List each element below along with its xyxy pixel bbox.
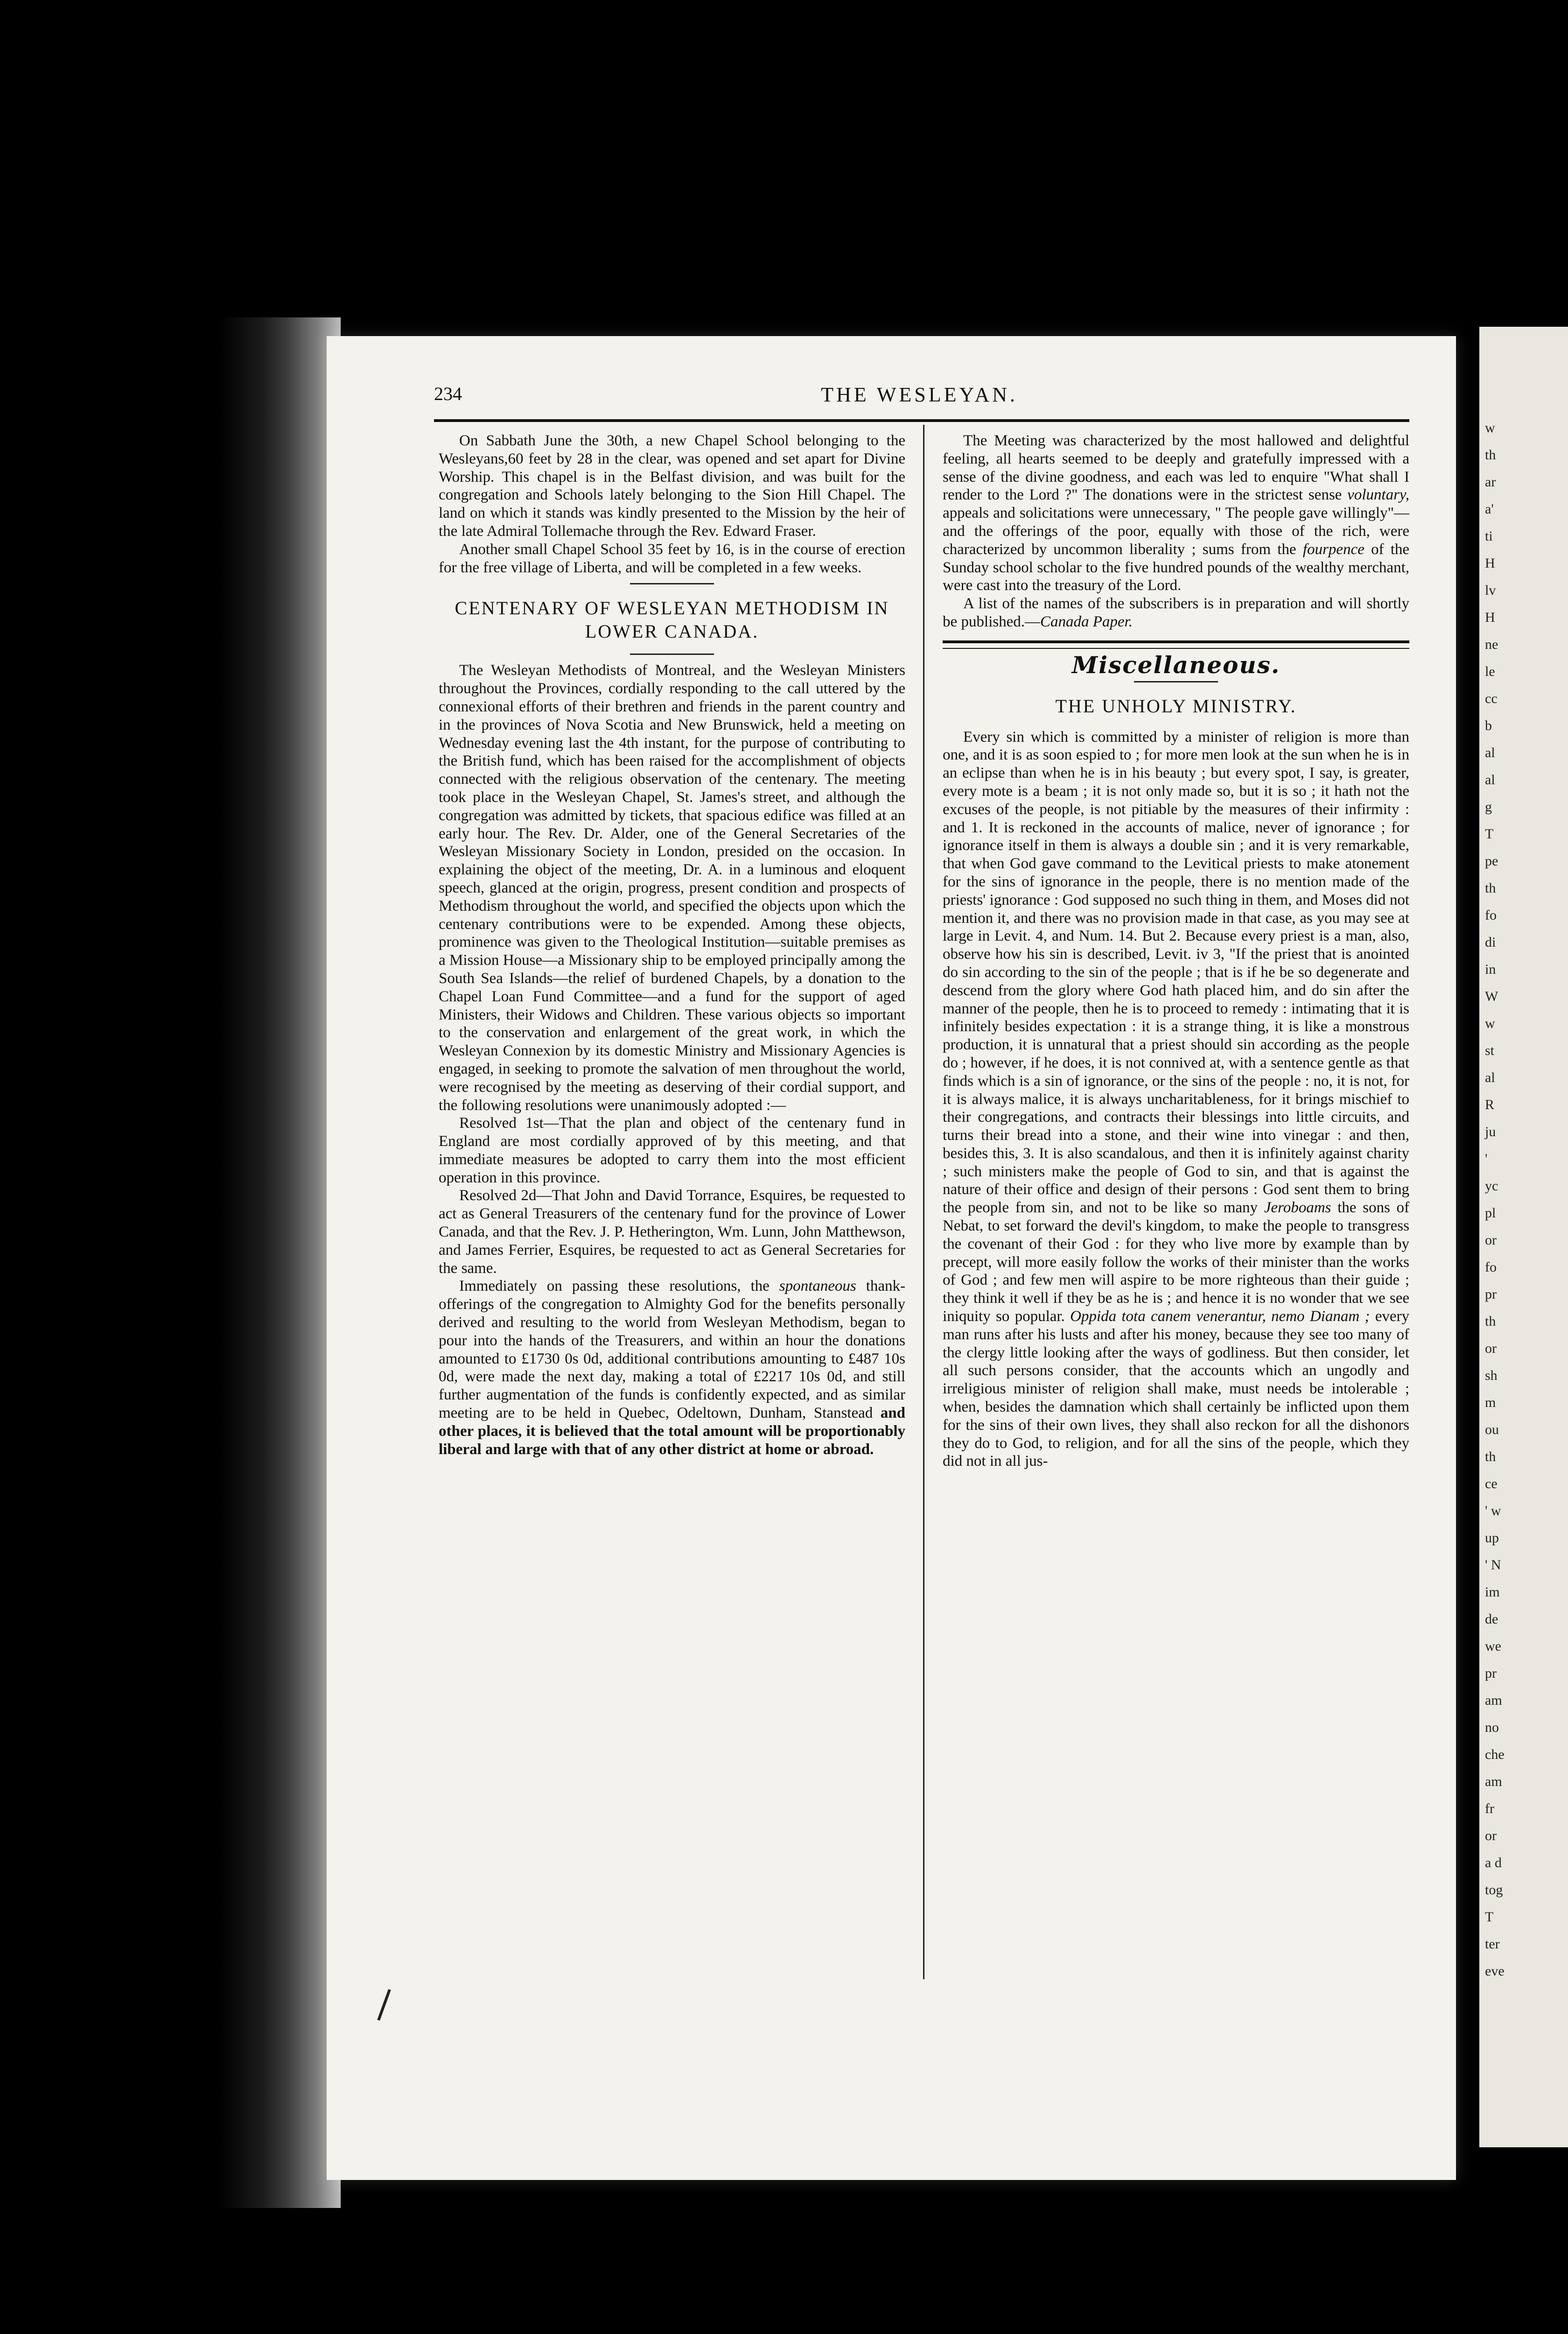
facing-page-fragment: T <box>1485 826 1494 842</box>
facing-page-fragment: or <box>1485 1828 1497 1843</box>
facing-page-fragment: ter <box>1485 1936 1500 1952</box>
meeting-paragraph <box>943 432 1409 595</box>
facing-page-fragment: im <box>1485 1584 1500 1600</box>
facing-page-fragment: di <box>1485 935 1496 950</box>
subscribers-paragraph <box>943 595 1409 631</box>
facing-page-fragment: ju <box>1485 1124 1496 1139</box>
unholy-latin: Oppida tota canem venerantur, nemo Dianam ; <box>1070 1308 1370 1325</box>
offerings-paragraph <box>439 1277 905 1458</box>
section-heading: Miscellaneous. <box>1071 651 1281 679</box>
facing-page-fragment: pl <box>1485 1205 1496 1221</box>
page-header <box>434 383 1405 415</box>
centenary-title: CENTENARY OF WESLEYAN METHODISM IN LOWER CANADA. <box>455 598 889 642</box>
unholy-ministry-body <box>943 728 1409 1471</box>
meeting-italic-2: fourpence <box>1302 541 1365 558</box>
facing-page-fragment: fo <box>1485 1259 1497 1275</box>
facing-page-fragment: W <box>1485 989 1498 1004</box>
resolution-1: Resolved 1st—That the plan and object of the centenary fund in England are most cordially approved of by this meeting, and that immediate measures be adopted to carry them into the most efficient operation in this province. <box>439 1115 905 1186</box>
section-rule <box>1134 681 1218 682</box>
chapel-paragraph-1: On Sabbath June the 30th, a new Chapel School belonging to the Wesleyans,60 feet by 28 in the clear, was opened and set apart for Divine Worship. This chapel is in the Belfast division, and was built for the congregation and Schools lately belonging to the Sion Hill Chapel. The land on which it stands was kindly presented to the Mission by the heir of the late Admiral Tollemache through the Rev. Edward Fraser. <box>439 432 905 540</box>
facing-page-fragment: cc <box>1485 691 1498 706</box>
facing-page-fragment: am <box>1485 1693 1502 1708</box>
facing-page-fragment: H <box>1485 610 1495 625</box>
facing-page-fragment: ar <box>1485 474 1496 490</box>
unholy-text-c: every man runs after his lusts and after his money, because they see too many of the clergy little looking after the ways of godliness. But then consider, let all such persons consider, that the accounts which an ungodly and irreligious minister of religion shall make, must needs be intolerable ; when, besides the damnation which shall certainly be inflicted upon them for the sins of their own lives, they shall also reckon for all the dishonors they do to God, to religion, and for all the sins of the people, which they did not in all jus- <box>943 1308 1409 1470</box>
facing-page-fragment: ' N <box>1485 1557 1501 1573</box>
facing-page-edge <box>1479 327 1568 2147</box>
header-rule <box>434 419 1409 422</box>
facing-page-fragment: th <box>1485 447 1496 463</box>
facing-page-fragment: fo <box>1485 907 1497 923</box>
offerings-italic: spontaneous <box>779 1278 856 1295</box>
facing-page-fragment: ou <box>1485 1422 1499 1437</box>
facing-page-fragment: ne <box>1485 637 1498 652</box>
resolution-2: Resolved 2d—That John and David Torrance, Esquires, be requested to act as General Treasurers of the centenary fund for the province of Lower Canada, and that the Rev. J. P. Hetherington, Wm. Lunn, John Matthewson, and James Ferrier, Esquires, be requested to act as General Secretaries for the same. <box>439 1187 905 1277</box>
page-number: 234 <box>434 383 462 404</box>
right-column <box>943 432 1409 1470</box>
newspaper-page <box>327 336 1456 2180</box>
facing-page-fragment: sh <box>1485 1368 1498 1383</box>
left-column <box>439 432 905 1458</box>
meeting-text-c: of the Sunday school scholar to the five hundred pounds of the wealthy merchant, were cast into the treasury of the Lord. <box>943 541 1410 594</box>
facing-page-fragment: m <box>1485 1395 1496 1410</box>
facing-page-fragment: g <box>1485 799 1492 815</box>
facing-page-fragment: ce <box>1485 1476 1498 1491</box>
facing-page-fragment: al <box>1485 745 1495 760</box>
column-divider <box>923 425 924 1979</box>
facing-page-fragment: st <box>1485 1043 1495 1058</box>
facing-page-fragment: or <box>1485 1232 1497 1248</box>
facing-page-fragment: we <box>1485 1638 1501 1654</box>
offerings-body: thank-offerings of the congregation to Almighty God for the benefits personally derived and resulting to the world from Wesleyan Methodism, began to pour into the hands of the Treasurers, and within an hour the donations amounted to £1730 0s 0d, additional contributions amounting to £487 10s 0d, were made the next day, making a total of £2217 10s 0d, and still further augmentation of the funds is confidently expected, and as similar meeting are to be held in Quebec, Odeltown, Dunham, Stanstead <box>439 1278 906 1422</box>
facing-page-fragment: che <box>1485 1747 1505 1762</box>
facing-page-fragment: eve <box>1485 1963 1505 1979</box>
pencil-mark <box>377 1989 391 2021</box>
facing-page-fragment: th <box>1485 880 1496 896</box>
facing-page-fragment: fr <box>1485 1801 1494 1816</box>
facing-page-fragment: de <box>1485 1611 1498 1627</box>
offerings-intro: Immediately on passing these resolutions, the <box>459 1278 770 1295</box>
facing-page-fragment: T <box>1485 1909 1494 1925</box>
facing-page-fragment: yc <box>1485 1178 1498 1194</box>
section-double-rule <box>943 640 1409 649</box>
book-spine <box>219 317 341 2208</box>
facing-page-fragment: th <box>1485 1314 1496 1329</box>
meeting-italic-1: voluntary, <box>1347 486 1409 504</box>
facing-page-fragment: le <box>1485 664 1495 679</box>
running-head: THE WESLEYAN. <box>821 383 1018 406</box>
facing-page-fragment: or <box>1485 1341 1497 1356</box>
facing-page-fragment: tog <box>1485 1882 1503 1898</box>
chapel-paragraph-2: Another small Chapel School 35 feet by 16, is in the course of erection for the free village of Liberta, and will be completed in a few weeks. <box>439 541 905 576</box>
subscribers-source: Canada Paper. <box>1040 613 1133 630</box>
facing-page-fragment: al <box>1485 1070 1495 1085</box>
subscribers-text: A list of the names of the subscribers is in preparation and will shortly be published.— <box>943 595 1409 630</box>
facing-page-fragment: R <box>1485 1097 1495 1112</box>
facing-page-fragment: ' <box>1485 1151 1488 1167</box>
article-separator <box>630 583 714 584</box>
facing-page-fragment: lv <box>1485 583 1496 598</box>
centenary-paragraph-1: The Wesleyan Methodists of Montreal, and the Wesleyan Ministers throughout the Provinces, cordially responding to the call uttered by the connexional efforts of their brethren and friends in the parent country and in the provinces of Nova Scotia and New Brunswick, held a meeting on Wednesday evening last the 4th instant, for the purpose of contributing to the British fund, which has been raised for the accomplishment of objects connected with the religious observation of the centenary. The meeting took place in the Wesleyan Chapel, St. James's street, and although the congregation was admitted by tickets, that spacious edifice was filled at an early hour. The Rev. Dr. Alder, one of the General Secretaries of the Wesleyan Missionary Society in London, presided on the occasion. In explaining the object of the meeting, Dr. A. in a luminous and eloquent speech, glanced at the origin, progress, present condition and prospects of Methodism throughout the world, and specified the objects upon which the centenary contributions were to be expended. Among these objects, prominence was given to the Theological Institution—suitable premises as a Mission House—a Missionary ship to be employed principally among the South Sea Islands—the relief of burdened Chapels, by a donation to the Chapel Loan Fund Committee—and a fund for the support of aged Ministers, their Widows and Children. These various objects so important to the conservation and enlargement of the great work, in which the Wesleyan Connexion by its domestic Ministry and Missionary Agencies is engaged, in seeking to promote the salvation of men throughout the world, were recognised by the meeting as deserving of their cordial support, and the following resolutions were unanimously adopted :— <box>439 662 905 1114</box>
facing-page-fragment: pr <box>1485 1287 1497 1302</box>
unholy-italic-1: Jeroboams <box>1264 1199 1331 1216</box>
unholy-text-b: the sons of Nebat, to set forward the devil's kingdom, to make the people to transgress the covenant of their God : for they who live more by example than by precept, will more easily follow the works of their minister than the works of God ; and few men will aspire to be more righteous than their guide ; they think it well if they be as he is ; and hence it is no wonder that we see iniquity so popular. <box>943 1199 1410 1325</box>
facing-page-fragment: H <box>1485 555 1495 571</box>
facing-page-fragment: up <box>1485 1530 1499 1546</box>
facing-page-fragment: am <box>1485 1774 1502 1789</box>
facing-page-fragment: a' <box>1485 501 1494 517</box>
meeting-text-b: appeals and solicitations were unnecessary, " The people gave willingly"—and the offerings of the poor, equally with those of the rich, were characterized by uncommon liberality ; sums from the <box>943 505 1409 558</box>
facing-page-fragment: al <box>1485 772 1495 787</box>
facing-page-fragment: pe <box>1485 853 1498 869</box>
facing-page-fragment: w <box>1485 420 1495 436</box>
facing-page-fragment: in <box>1485 962 1496 977</box>
facing-page-fragment: ti <box>1485 528 1493 544</box>
offerings-tail: and other places, it is believed that the total amount will be proportionably liberal and large with that of any other district at home or abroad. <box>439 1405 906 1458</box>
unholy-text-a: Every sin which is committed by a minister of religion is more than one, and it is as soon espied to ; for more men look at the sun when he is in an eclipse than when he is in his beauty ; but every spot, I say, is greater, every mote is a beam ; it is not only made so, but it is so ; it hath not the excuses of the people, is not pitiable by the measures of their infirmity : and 1. It is reckoned in the accounts of malice, never of ignorance ; for ignorance itself in them is always a double sin ; and it is very remarkable, that when God gave command to the Levitical priests to make atonement for the sins of ignorance in the people, there is no mention made of the priests' ignorance : God supposed no such thing in them, and Moses did not mention it, and there was no provision made in that case, as you may see at large in Levit. 4, and Num. 14. But 2. Because every priest is a man, also, observe how his sin is described, Levit. iv 3, "If the priest that is anointed do sin according to the sin of the people ; that is if he be so degenerate and descend from the glory where God hath placed him, and do sin after the manner of the people, then he is to proceed to remedy : intimating that it is infinitely besides expectation : it is a strange thing, it is like a monstrous production, it is unnatural that a priest should sin according as the people do ; however, if he does, it is not connived at, with a sentence gentle as that finds which is a sin of ignorance, or the sins of the people : no, it is not, for it is always malice, it is always uncharitableness, for it brings mischief to their congregations, and contracts their blessings into little circuits, and turns their bread into a stone, and their wine into vinegar : and then, besides this, 3. It is also scandalous, and then it is infinitely against charity ; such ministers make the people of God to sin, and that is against the nature of their office and design of their persons : God sent them to bring the people from sin, and not to be like so many <box>943 728 1409 1216</box>
facing-page-fragment: ' w <box>1485 1503 1501 1519</box>
facing-page-fragment: no <box>1485 1720 1499 1735</box>
meeting-text-a: The Meeting was characterized by the most hallowed and delightful feeling, all hearts seemed to be deeply and gratefully impressed with a sense of the divine goodness, and each was led to enquire "What shall I render to the Lord ?" The donations were in the strictest sense <box>943 432 1409 504</box>
facing-page-fragment: th <box>1485 1449 1496 1464</box>
unholy-ministry-title: THE UNHOLY MINISTRY. <box>1055 695 1297 717</box>
title-rule <box>630 654 714 655</box>
facing-page-fragment: b <box>1485 718 1492 733</box>
facing-page-fragment: pr <box>1485 1666 1497 1681</box>
facing-page-fragment: a d <box>1485 1855 1502 1870</box>
facing-page-fragment: w <box>1485 1016 1495 1031</box>
